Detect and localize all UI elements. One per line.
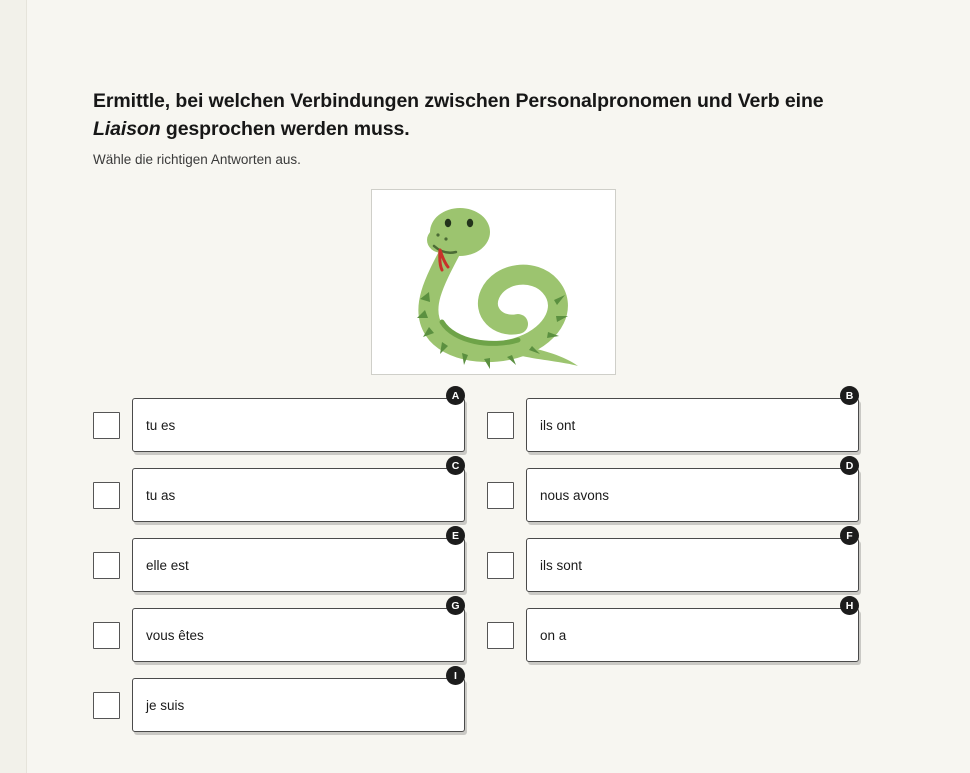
question-title-part1: Ermittle, bei welchen Verbindungen zwischen Personalpronomen und Verb eine [93, 90, 824, 112]
answer-box-f[interactable] [526, 529, 859, 592]
answer-badge-b: B [840, 386, 859, 405]
answer-label-g: vous êtes [146, 627, 204, 643]
answer-box-d[interactable] [526, 459, 859, 522]
answer-badge-d: D [840, 456, 859, 475]
answer-option-c[interactable] [93, 459, 465, 523]
checkbox-g[interactable] [93, 622, 120, 649]
question-instruction: Wähle die richtigen Antworten aus. [93, 152, 301, 168]
answer-option-d[interactable] [487, 459, 859, 523]
left-rail [0, 0, 27, 773]
answer-box-b[interactable] [526, 389, 859, 452]
answer-box-g[interactable] [132, 599, 465, 662]
answer-label-i: je suis [146, 697, 185, 713]
answer-badge-a: A [446, 386, 465, 405]
answer-option-f[interactable] [487, 529, 859, 593]
exercise-content [93, 88, 893, 733]
answer-box-i[interactable] [132, 669, 465, 732]
answer-badge-f: F [840, 526, 859, 545]
answer-label-d: nous avons [540, 487, 610, 503]
answer-box-e[interactable] [132, 529, 465, 592]
checkbox-a[interactable] [93, 412, 120, 439]
snake-illustration [371, 189, 616, 375]
checkbox-h[interactable] [487, 622, 514, 649]
page-title [93, 88, 893, 143]
answer-label-f: ils sont [540, 557, 583, 573]
answer-box-c[interactable] [132, 459, 465, 522]
answer-label-e: elle est [146, 557, 189, 573]
answer-option-i[interactable] [93, 669, 465, 733]
answer-box-h[interactable] [526, 599, 859, 662]
answer-label-a: tu es [146, 417, 176, 433]
question-title-emphasis: Liaison [93, 117, 161, 140]
answer-badge-h: H [840, 596, 859, 615]
answer-option-a[interactable] [93, 389, 465, 453]
answer-badge-i: I [446, 666, 465, 685]
answer-badge-e: E [446, 526, 465, 545]
answer-label-h: on a [540, 627, 567, 643]
answer-option-h[interactable] [487, 599, 859, 663]
checkbox-f[interactable] [487, 552, 514, 579]
checkbox-e[interactable] [93, 552, 120, 579]
answer-options-grid [93, 389, 893, 733]
answer-badge-g: G [446, 596, 465, 615]
answer-badge-c: C [446, 456, 465, 475]
illustration-wrapper [93, 189, 893, 375]
checkbox-b[interactable] [487, 412, 514, 439]
answer-option-g[interactable] [93, 599, 465, 663]
answer-label-b: ils ont [540, 417, 576, 433]
answer-option-b[interactable] [487, 389, 859, 453]
checkbox-d[interactable] [487, 482, 514, 509]
checkbox-c[interactable] [93, 482, 120, 509]
answer-option-e[interactable] [93, 529, 465, 593]
answer-label-c: tu as [146, 487, 176, 503]
checkbox-i[interactable] [93, 692, 120, 719]
answer-box-a[interactable] [132, 389, 465, 452]
question-title-part2: gesprochen werden muss. [160, 117, 410, 140]
